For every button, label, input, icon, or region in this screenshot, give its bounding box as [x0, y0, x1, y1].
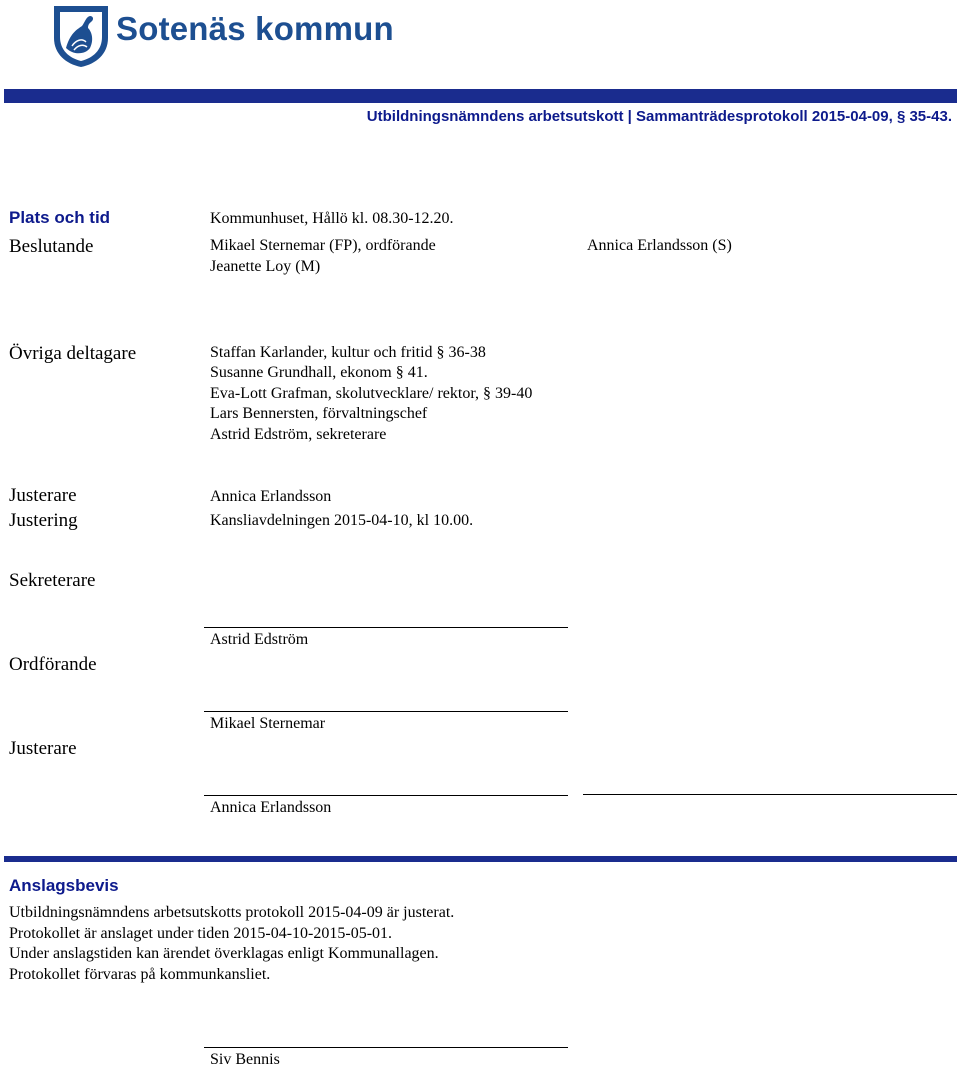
chair-signature-line [204, 711, 568, 712]
coat-of-arms-icon [52, 4, 110, 68]
other-participant: Susanne Grundhall, ekonom § 41. [210, 364, 428, 381]
notice-line: Under anslagstiden kan ärendet överklagas enligt Kommunallagen. [9, 945, 439, 962]
org-name: Sotenäs kommun [116, 10, 394, 47]
adjuster-signature-line-right [583, 794, 957, 795]
others-label: Övriga deltagare [9, 343, 137, 364]
other-participant: Lars Bennersten, förvaltningschef [210, 405, 428, 422]
notice-line: Protokollet förvaras på kommunkansliet. [9, 966, 271, 983]
secretary-label: Sekreterare [9, 570, 96, 591]
secretary-signature-line [204, 627, 568, 628]
decision-member: Jeanette Loy (M) [210, 258, 321, 275]
adjuster-signature-line [204, 795, 568, 796]
notice-signature-line [204, 1047, 568, 1048]
adjuster-label: Justerare [9, 485, 77, 506]
other-participant: Staffan Karlander, kultur och fritid § 36-38 [210, 344, 486, 361]
chair-name: Mikael Sternemar [210, 715, 326, 732]
other-participant: Astrid Edström, sekreterare [210, 426, 387, 443]
notice-line: Utbildningsnämndens arbetsutskotts protokoll 2015-04-09 är justerat. [9, 904, 455, 921]
place-label: Plats och tid [9, 208, 111, 227]
adjuster-value: Annica Erlandsson [210, 488, 332, 505]
notice-title: Anslagsbevis [9, 876, 119, 895]
decision-member: Mikael Sternemar (FP), ordförande [210, 237, 436, 254]
decision-label: Beslutande [9, 236, 94, 257]
decision-member-right: Annica Erlandsson (S) [587, 237, 732, 254]
notice-line: Protokollet är anslaget under tiden 2015-04-10-2015-05-01. [9, 925, 393, 942]
adjuster-signature-label: Justerare [9, 738, 77, 759]
document-title: Utbildningsnämndens arbetsutskott | Sammanträdesprotokoll 2015-04-09, § 35-43. [366, 108, 952, 125]
place-value: Kommunhuset, Hållö kl. 08.30-12.20. [210, 210, 454, 227]
secretary-name: Astrid Edström [210, 631, 309, 648]
adjustment-value: Kansliavdelningen 2015-04-10, kl 10.00. [210, 512, 474, 529]
notice-signer: Siv Bennis [210, 1051, 280, 1068]
adjustment-label: Justering [9, 510, 78, 531]
other-participant: Eva-Lott Grafman, skolutvecklare/ rektor, § 39-40 [210, 385, 533, 402]
notice-divider [4, 856, 957, 862]
chair-label: Ordförande [9, 654, 97, 675]
org-logo [52, 4, 110, 68]
header-divider [4, 89, 957, 103]
adjuster-name: Annica Erlandsson [210, 799, 332, 816]
